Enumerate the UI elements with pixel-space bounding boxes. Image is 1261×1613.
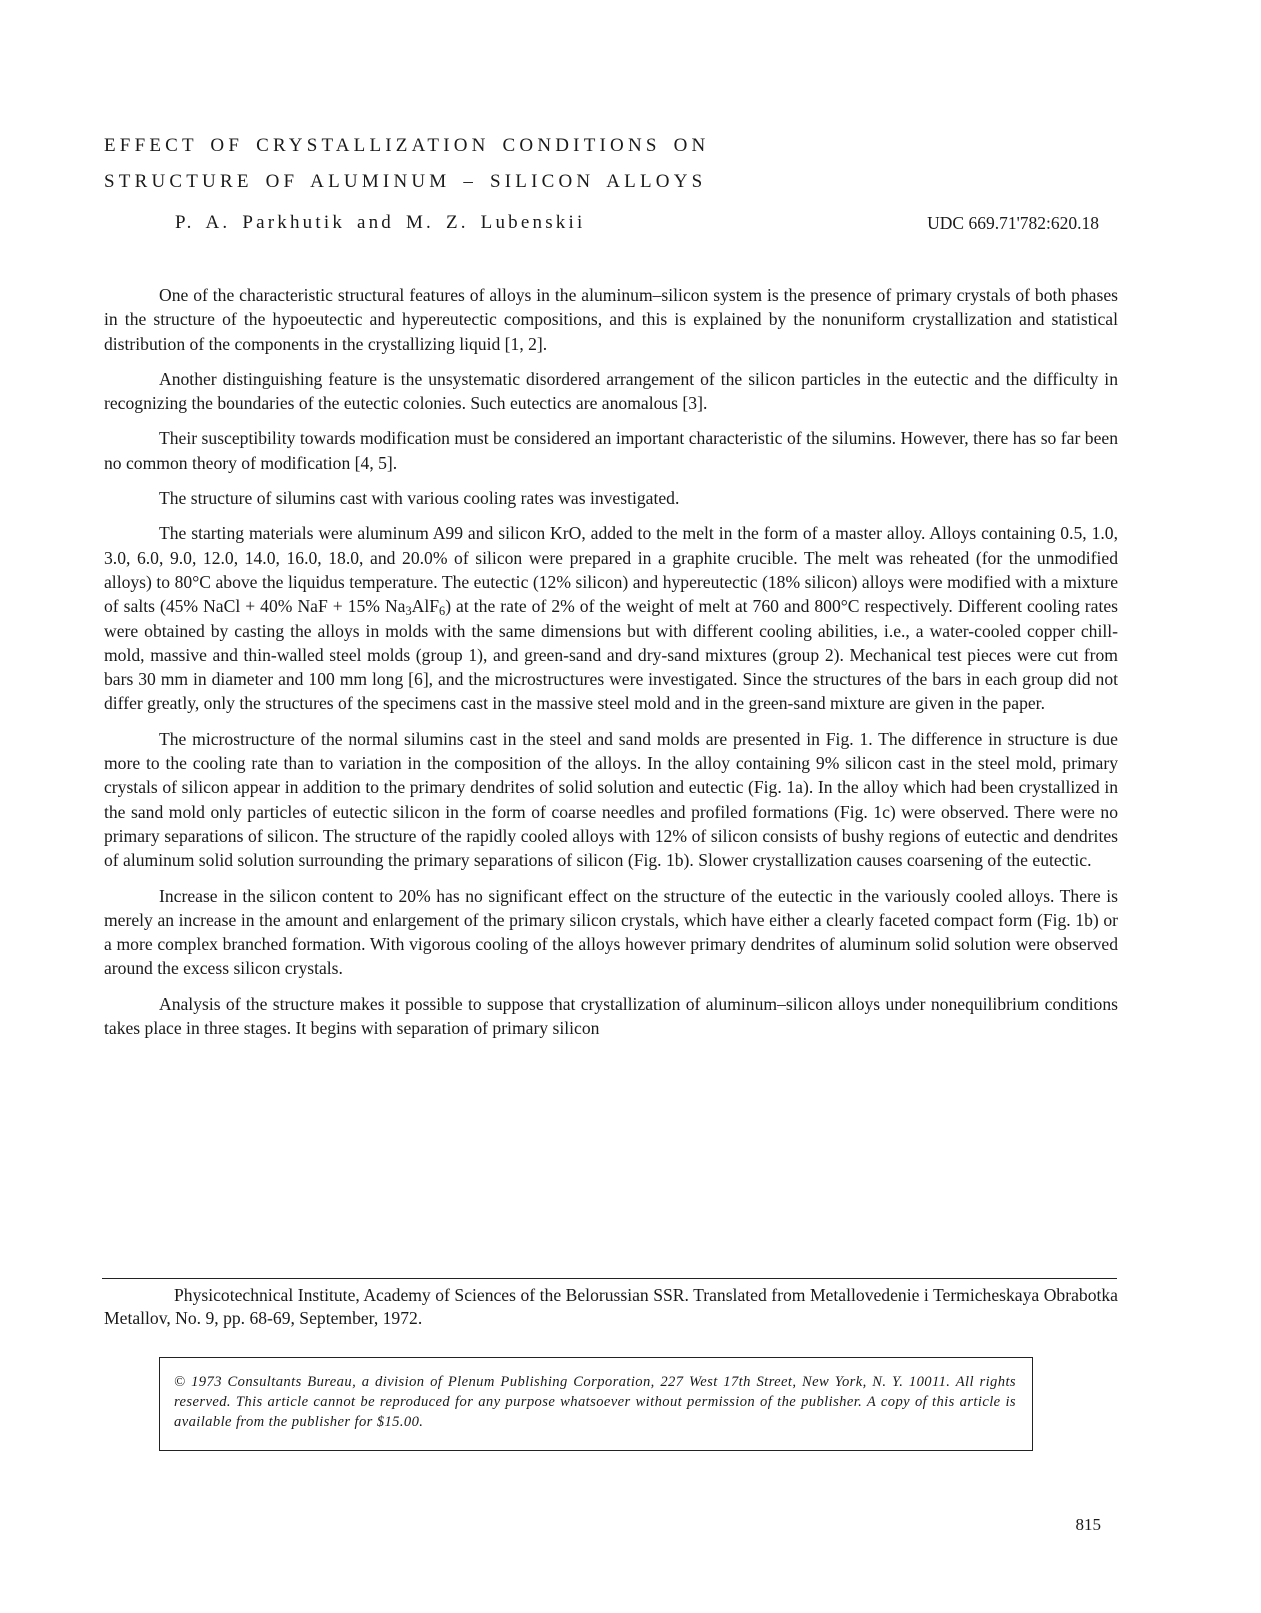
article-body	[104, 283, 1118, 1051]
udc-code: UDC 669.71'782:620.18	[927, 213, 1099, 233]
subscript: 3	[405, 604, 412, 619]
title-line-1: EFFECT OF CRYSTALLIZATION CONDITIONS ON	[104, 135, 710, 156]
paragraph: The structure of silumins cast with various cooling rates was investigated.	[159, 488, 680, 509]
paragraph: One of the characteristic structural features of alloys in the aluminum–silicon system is the presence of primary crystals of both phases in the structure of the hypoeutectic and hypereutectic compositions, and this is explained by the nonuniform crystallization and statistical distribution of the components in the crystallizing liquid [1, 2].	[104, 285, 1118, 354]
copyright-notice: © 1973 Consultants Bureau, a division of Plenum Publishing Corporation, 227 West 17th Street, New York, N. Y. 10011. All rights reserved. This article cannot be reproduced for any purpose whatsoever without permission of the publisher. A copy of this article is available from the publisher for $15.00.	[174, 1374, 1016, 1430]
footnote-divider	[102, 1278, 1117, 1279]
affiliation-footnote: Physicotechnical Institute, Academy of Sciences of the Belorussian SSR. Translated from Metallovedenie i Termicheskaya Obrabotka Metallov, No. 9, pp. 68-69, September, 1972.	[104, 1285, 1118, 1328]
page-number: 815	[1075, 1515, 1101, 1534]
paragraph-text: AlF	[411, 596, 440, 617]
paragraph: Another distinguishing feature is the unsystematic disordered arrangement of the silicon particles in the eutectic and the difficulty in recognizing the boundaries of the eutectic colonies. Such eutectics are anomalous [3].	[104, 368, 1118, 414]
article-title	[104, 128, 709, 200]
paragraph-text: ) at the rate of 2% of the weight of melt at 760 and 800°C respectively. Different cooling rates were obtained by casting the alloys in molds with the same dimensions but with different cooling abilities, i.e., a water-cooled copper chill-mold, massive and thin-walled steel molds (group 1), and green-sand and dry-sand mixtures (group 2). Mechanical test pieces were cut from bars 30 mm in diameter and 100 mm long [6], and the microstructures were investigated. Since the structures of the bars in each group did not differ greatly, only the structures of the specimens cast in the massive steel mold and in the green-sand mixture are given in the paper.	[104, 596, 1118, 714]
paragraph-materials	[104, 521, 1118, 715]
paragraph: The microstructure of the normal silumins cast in the steel and sand molds are presented in Fig. 1. The difference in structure is due more to the cooling rate than to variation in the composition of the alloys. In the alloy containing 9% silicon cast in the steel mold, primary crystals of silicon appear in addition to the primary dendrites of solid solution and eutectic (Fig. 1a). In the alloy which had been crystallized in the sand mold only particles of eutectic silicon in the form of coarse needles and profiled formations (Fig. 1c) were observed. There were no primary separations of silicon. The structure of the rapidly cooled alloys with 12% of silicon consists of bushy regions of eutectic and dendrites of aluminum solid solution surrounding the primary separations of silicon (Fig. 1b). Slower crystallization causes coarsening of the eutectic.	[104, 728, 1118, 871]
paragraph: Increase in the silicon content to 20% has no significant effect on the structure of the eutectic in the variously cooled alloys. There is merely an increase in the amount and enlargement of the primary silicon crystals, which have either a clearly faceted compact form (Fig. 1b) or a more complex branched formation. With vigorous cooling of the alloys however primary dendrites of aluminum solid solution were observed around the excess silicon crystals.	[104, 885, 1118, 979]
author-list: P. A. Parkhutik and M. Z. Lubenskii	[175, 212, 586, 233]
copyright-notice-box	[159, 1357, 1033, 1451]
paragraph: Analysis of the structure makes it possible to suppose that crystallization of aluminum–silicon alloys under nonequilibrium conditions takes place in three stages. It begins with separation of primary silicon	[104, 993, 1118, 1039]
subscript: 6	[439, 604, 446, 619]
paragraph: Their susceptibility towards modification must be considered an important characteristic of the silumins. However, there has so far been no common theory of modification [4, 5].	[104, 428, 1118, 473]
title-line-2: STRUCTURE OF ALUMINUM – SILICON ALLOYS	[104, 171, 707, 192]
paragraph-text: The starting materials were aluminum A99 and silicon KrO, added to the melt in the form of a master alloy. Alloys containing 0.5, 1.0, 3.0, 6.0, 9.0, 12.0, 14.0, 16.0, 18.0, and 20.0% of silicon were prepared in a graphite crucible. The melt was reheated (for the unmodified alloys) to 80°C above the liquidus temperature. The eutectic (12% silicon) and hypereutectic (18% silicon) alloys were modified with a mixture of salts (45% NaCl + 40% NaF + 15% Na	[104, 523, 1118, 617]
